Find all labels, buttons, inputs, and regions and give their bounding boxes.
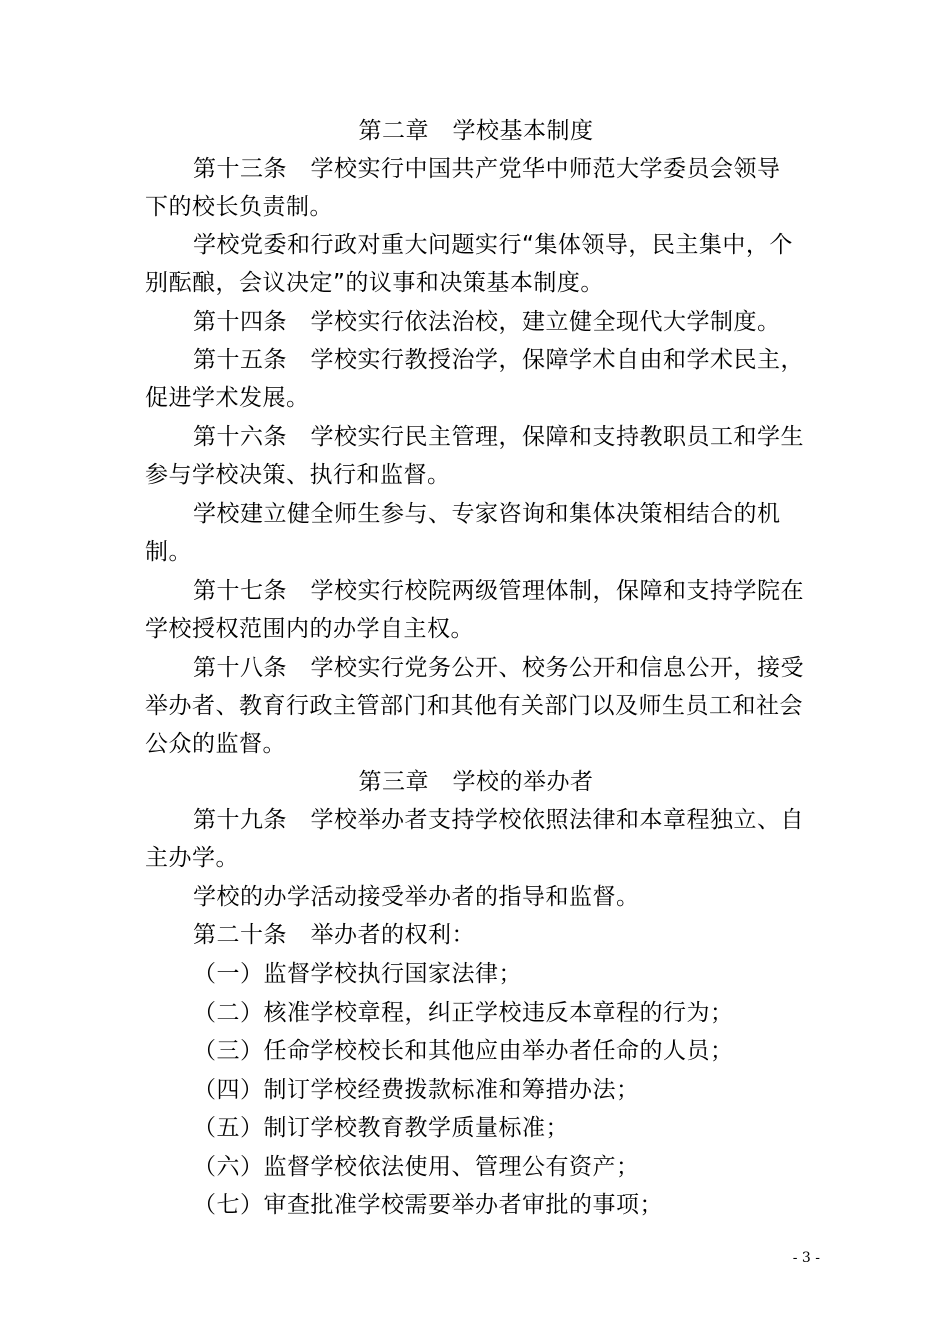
list-item: （三）任命学校校长和其他应由举办者任命的人员；	[193, 1038, 734, 1064]
list-item: （二）核准学校章程，纠正学校违反本章程的行为；	[193, 1000, 734, 1026]
mechanism-line-2: 制。	[145, 539, 192, 565]
guidance-paragraph: 学校的办学活动接受举办者的指导和监督。	[193, 884, 640, 910]
collective-leadership-line-2: 别酝酿，会议决定”的议事和决策基本制度。	[145, 270, 604, 296]
list-item: （一）监督学校执行国家法律；	[193, 961, 522, 987]
article-13-line-1: 第十三条 学校实行中国共产党华中师范大学委员会领导	[193, 156, 781, 182]
article-18-line-2: 举办者、教育行政主管部门和其他有关部门以及师生员工和社会	[145, 693, 803, 719]
article-17-line-2: 学校授权范围内的办学自主权。	[145, 616, 474, 642]
list-item: （六）监督学校依法使用、管理公有资产；	[193, 1154, 640, 1180]
article-15-line-2: 促进学术发展。	[145, 385, 310, 411]
article-18-line-1: 第十八条 学校实行党务公开、校务公开和信息公开，接受	[193, 655, 804, 681]
collective-leadership-line-1: 学校党委和行政对重大问题实行“集体领导，民主集中，个	[193, 232, 793, 258]
article-19-line-2: 主办学。	[145, 845, 239, 871]
article-18-line-3: 公众的监督。	[145, 731, 286, 757]
article-19-line-1: 第十九条 学校举办者支持学校依照法律和本章程独立、自	[193, 807, 804, 833]
chapter-3-heading: 第三章 学校的举办者	[358, 769, 594, 795]
page-number: - 3 -	[792, 1250, 820, 1266]
article-15-line-1: 第十五条 学校实行教授治学，保障学术自由和学术民主，	[193, 347, 804, 373]
mechanism-line-1: 学校建立健全师生参与、专家咨询和集体决策相结合的机	[193, 501, 781, 527]
article-16-line-1: 第十六条 学校实行民主管理，保障和支持教职员工和学生	[193, 424, 804, 450]
chapter-2-heading: 第二章 学校基本制度	[358, 118, 594, 144]
article-13-line-2: 下的校长负责制。	[145, 194, 333, 220]
article-17-line-1: 第十七条 学校实行校院两级管理体制，保障和支持学院在	[193, 578, 804, 604]
list-item: （五）制订学校教育教学质量标准；	[193, 1115, 569, 1141]
list-item: （七）审查批准学校需要举办者审批的事项；	[193, 1192, 663, 1218]
article-20: 第二十条 举办者的权利：	[193, 922, 475, 948]
article-14: 第十四条 学校实行依法治校，建立健全现代大学制度。	[193, 309, 781, 335]
article-16-line-2: 参与学校决策、执行和监督。	[145, 462, 451, 488]
list-item: （四）制订学校经费拨款标准和筹措办法；	[193, 1077, 640, 1103]
